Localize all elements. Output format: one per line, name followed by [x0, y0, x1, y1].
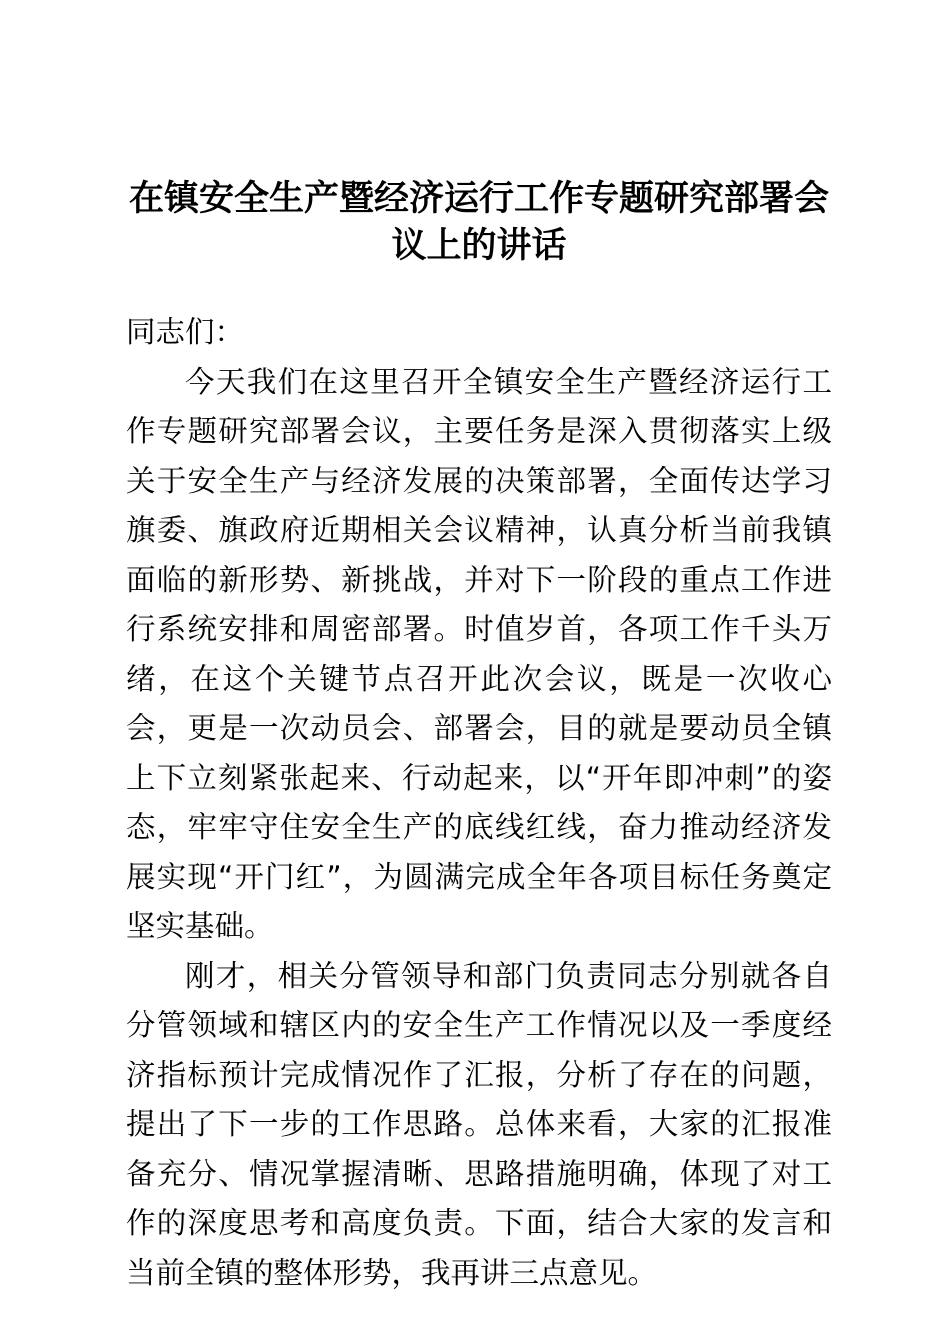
paragraph-1: 今天我们在这里召开全镇安全生产暨经济运行工作专题研究部署会议，主要任务是深入贯彻落实上级关于安全生产与经济发展的决策部署，全面传达学习旗委、旗政府近期相关会议精神，认真分析当前我镇面临的新形势、新挑战，并对下一阶段的重点工作进行系统安排和周密部署。时值岁首，各项工作千头万绪，在这个关键节点召开此次会议，既是一次收心会，更是一次动员会、部署会，目的就是要动员全镇上下立刻紧张起来、行动起来，以“开年即冲刺”的姿态，牢牢守住安全生产的底线红线，奋力推动经济发展实现“开门红”，为圆满完成全年各项目标任务奠定坚实基础。	[126, 364, 832, 943]
page-title: 在镇安全生产暨经济运行工作专题研究部署会议上的讲话	[128, 179, 829, 266]
paragraph-2: 刚才，相关分管领导和部门负责同志分别就各自分管领域和辖区内的安全生产工作情况以及一季度经济指标预计完成情况作了汇报，分析了存在的问题，提出了下一步的工作思路。总体来看，大家的汇报准备充分、情况掌握清晰、思路措施明确，体现了对工作的深度思考和高度负责。下面，结合大家的发言和当前全镇的整体形势，我再讲三点意见。	[126, 958, 832, 1290]
salutation-line: 同志们：	[126, 315, 245, 349]
document-body	[126, 0, 832, 1298]
